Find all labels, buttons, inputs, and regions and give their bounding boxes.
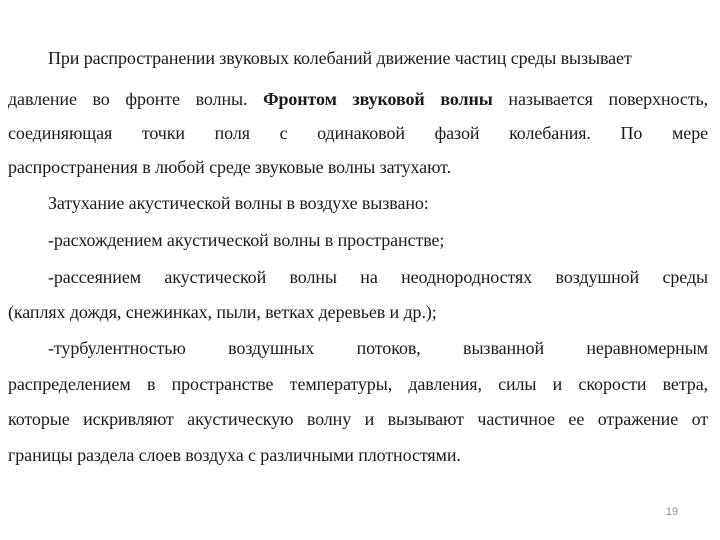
list-item-3-line-1: -турбулентностью воздушных потоков, вызванной неравномерным — [48, 338, 708, 358]
paragraph-1-line-3: соединяющая точки поля с одинаковой фазой колебания. По мере — [8, 123, 708, 143]
list-item-2-line-2: (каплях дождя, снежинках, пыли, ветках деревьев и др.); — [8, 302, 437, 322]
paragraph-1-line-4: распространения в любой среде звуковые волны затухают. — [8, 157, 451, 177]
page-number: 19 — [665, 506, 679, 518]
paragraph-2: Затухание акустической волны в воздухе вызвано: — [48, 193, 429, 213]
term-sound-wave-front: Фронтом звуковой волны — [263, 89, 493, 109]
list-item-2-line-1: -рассеянием акустической волны на неоднородностях воздушной среды — [48, 267, 708, 287]
paragraph-1-line-2-text: давление во фронте волны. — [8, 89, 264, 109]
list-item-3-line-4: границы раздела слоев воздуха с различными плотностями. — [8, 445, 461, 465]
paragraph-1-line-2 — [8, 88, 708, 110]
paragraph-1-line-2-tail: называется поверхность, — [492, 89, 709, 109]
list-item-3-line-3: которые искривляют акустическую волну и вызывают частичное ее отражение от — [8, 409, 708, 429]
paragraph-1-line-1: При распространении звуковых колебаний движение частиц среды вызывает — [48, 48, 632, 68]
list-item-1: -расхождением акустической волны в пространстве; — [48, 230, 445, 250]
list-item-3-line-2: распределением в пространстве температуры, давления, силы и скорости ветра, — [8, 374, 708, 394]
